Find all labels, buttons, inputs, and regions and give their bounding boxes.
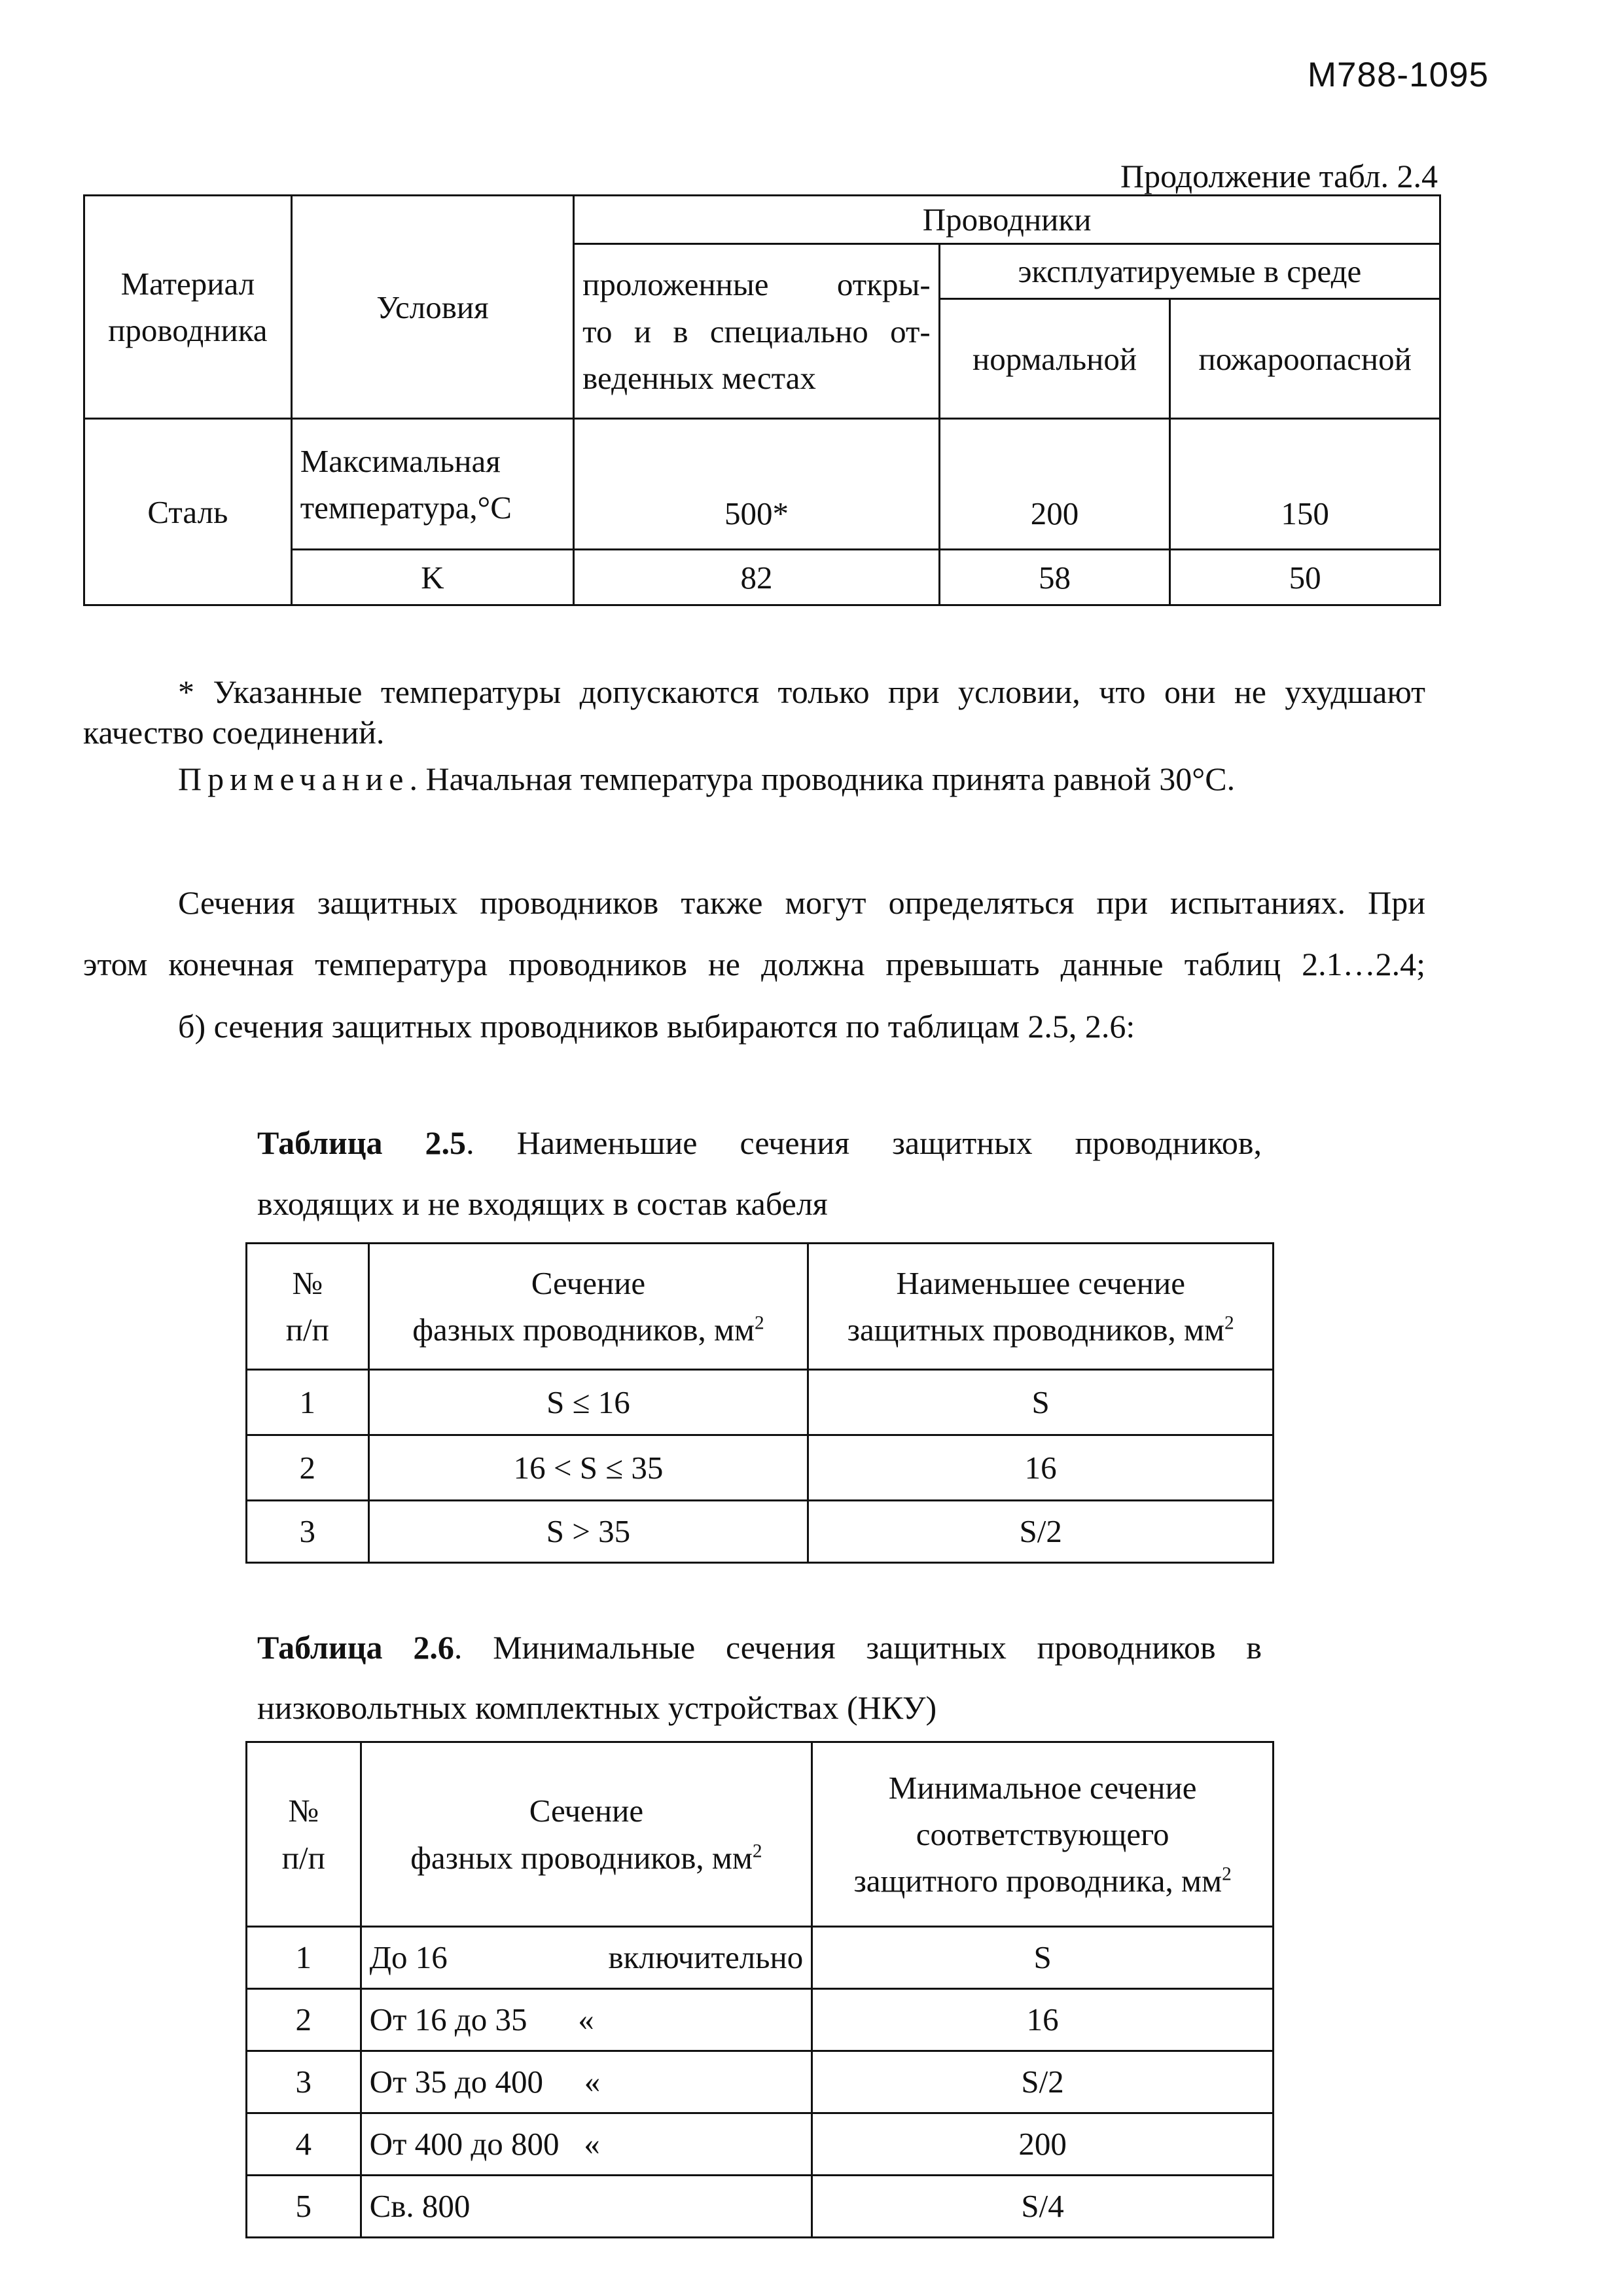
cell-value: 50 [1170,550,1440,605]
cell-phase: От 35 до 400 « [361,2051,812,2113]
header-material: Материал проводника [84,196,292,419]
table-2-6-caption: Таблица 2.6. Минимальные сечения защитных проводников в [257,1629,1262,1666]
cell-min: 16 [808,1435,1274,1501]
table-row [247,1370,1274,1435]
cell-phase: Св. 800 [361,2176,812,2238]
cell-phase: От 400 до 800 « [361,2113,812,2176]
table-row [247,2176,1274,2238]
header-conductors: Проводники [574,196,1440,244]
cell-number: 4 [247,2113,361,2176]
cell-min: S/2 [808,1501,1274,1563]
cell-value: 150 [1170,419,1440,550]
table-row [247,2051,1274,2113]
cell-condition: K [291,550,573,605]
note [178,761,1235,797]
cell-value: 58 [939,550,1170,605]
cell-min: S/2 [812,2051,1274,2113]
note-text: . Начальная температура проводника принята равной 30°С. [409,761,1236,797]
footnote-line-1: * Указанные температуры допускаются только при условии, что они не ухудшают [178,673,1425,710]
table-row [247,1501,1274,1563]
table-row [247,1927,1274,1989]
paragraph-line-1: Сечения защитных проводников также могут определяться при испытаниях. При [178,884,1425,921]
cell-min: S/4 [812,2176,1274,2238]
header-fire-hazard: пожароопасной [1170,299,1440,419]
cell-phase: S > 35 [368,1501,808,1563]
cell-phase: До 16 включительно [361,1927,812,1989]
table-row [247,2113,1274,2176]
header-phase-section: Сечение фазных проводников, $мм^2$ [361,1742,812,1927]
cell-value: 200 [939,419,1170,550]
header-number: № п/п [247,1742,361,1927]
table-2-4 [83,194,1441,606]
cell-number: 1 [247,1927,361,1989]
table-2-5-caption-line-2: входящих и не входящих в состав кабеля [257,1185,828,1222]
cell-min: S [812,1927,1274,1989]
document-code: М788-1095 [1307,56,1489,94]
cell-value: 500* [574,419,940,550]
cell-min: 200 [812,2113,1274,2176]
cell-value: 82 [574,550,940,605]
header-laid-openly: проложенные откры- то и в специально от- веденных местах [574,244,940,419]
header-min-section: Наименьшее сечение защитных проводников, $мм^2$ [808,1244,1274,1370]
cell-condition: Максимальная температура,°С [291,419,573,550]
table-2-6-caption-line-2: низковольтных комплектных устройствах (НКУ) [257,1689,937,1726]
table-2-6 [245,1741,1274,2238]
cell-number: 2 [247,1435,369,1501]
cell-number: 2 [247,1989,361,2051]
cell-number: 1 [247,1370,369,1435]
header-conditions: Условия [291,196,573,419]
cell-phase: От 16 до 35 « [361,1989,812,2051]
cell-min: S [808,1370,1274,1435]
cell-number: 5 [247,2176,361,2238]
table-2-5-caption: Таблица 2.5. Наименьшие сечения защитных проводников, [257,1124,1262,1161]
table-row [247,1435,1274,1501]
footnote-line-2: качество соединений. [83,714,385,751]
table-row [247,1989,1274,2051]
cell-material: Сталь [84,419,292,605]
cell-min: 16 [812,1989,1274,2051]
header-operated-env: эксплуатируемые в среде [939,244,1440,299]
cell-phase: 16 < S ≤ 35 [368,1435,808,1501]
note-label: Примечание [178,761,410,797]
header-min-section: Минимальное сечение соответствующего защитного проводника, $мм^2$ [812,1742,1274,1927]
table-2-5 [245,1242,1274,1564]
header-number: № п/п [247,1244,369,1370]
header-phase-section: Сечение фазных проводников, $мм^2$ [368,1244,808,1370]
cell-phase: S ≤ 16 [368,1370,808,1435]
table-row [84,419,1440,550]
cell-number: 3 [247,1501,369,1563]
paragraph-line-2: этом конечная температура проводников не должна превышать данные таблиц 2.1…2.4; [83,946,1425,982]
table-continuation-label: Продолжение табл. 2.4 [1120,158,1438,194]
paragraph-b: б) сечения защитных проводников выбираются по таблицам 2.5, 2.6: [178,1008,1135,1045]
cell-number: 3 [247,2051,361,2113]
header-normal: нормальной [939,299,1170,419]
